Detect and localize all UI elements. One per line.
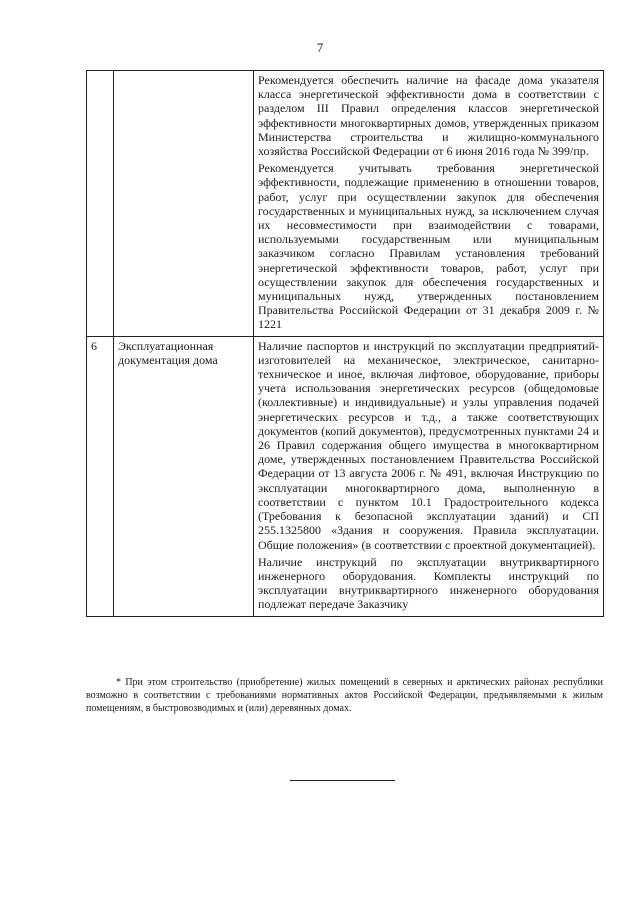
description-paragraph: Наличие паспортов и инструкций по эксплуатации предприятий-изготовителей на механическое, электрическое, санитарно-техническое и иное, включая лифтовое, оборудование, приборы учета использования энергетических ресурсов (общедомовые (коллективные) и индивидуальные) и узлы управления подачей энергетических ресурсов и т.д., а также соответствующих документов (копий документов), предусмотренных пунктами 24 и 26 Правил содержания общего имущества в многоквартирном доме, утвержденных постановлением Правительства Российской Федерации от 13 августа 2006 г. № 491, включая Инструкцию по эксплуатации многоквартирного дома, выполненную в соответствии с пунктом 10.1 Градостроительного кодекса (Требования к безопасной эксплуатации зданий) и СП 255.1325800 «Здания и сооружения. Правила эксплуатации. Общие положения» (в соответствии с проектной документацией). <box>258 338 599 552</box>
description-paragraph: Рекомендуется обеспечить наличие на фасаде дома указателя класса энергетической эффективности дома в соответствии с разделом III Правил определения классов энергетической эффективности многоквартирных домов, утвержденных приказом Министерства строительства и жилищно-коммунального хозяйства Российской Федерации от 6 июня 2016 года № 399/пр. <box>258 73 599 159</box>
table-row <box>87 336 604 616</box>
page-number: 7 <box>316 40 324 55</box>
row-description-cell <box>254 336 604 616</box>
row-name-cell <box>114 71 254 337</box>
row-number-cell <box>87 71 114 337</box>
row-number-cell: 6 <box>87 336 114 616</box>
description-paragraph: Наличие инструкций по эксплуатации внутриквартирного инженерного оборудования. Комплекты инструкций по эксплуатации внутриквартирного инженерного оборудования подлежат передаче Заказчику <box>258 554 599 612</box>
footnote <box>86 676 603 715</box>
description-paragraph: Рекомендуется учитывать требования энергетической эффективности, подлежащие применению в отношении товаров, работ, услуг при осуществлении закупок для обеспечения государственных и муниципальных нужд, за исключением случая их несовместимости при взаимодействии с товарами, используемыми государственным или муниципальным заказчиком согласно Правилам установления требований энергетической эффективности товаров, работ, услуг при осуществлении закупок для обеспечения государственных и муниципальных нужд, утвержденных постановлением Правительства Российской Федерации от 31 декабря 2009 г. № 1221 <box>258 161 599 332</box>
row-name-cell: Эксплуатационная документация дома <box>114 336 254 616</box>
row-description-cell <box>254 71 604 337</box>
requirements-table <box>86 70 604 617</box>
footnote-text: * При этом строительство (приобретение) жилых помещений в северных и арктических районах республики возможно в соответствии с требованиями нормативных актов Российской Федерации, предъявляемыми к жилым помещениям, в быстровозводимых и (или) деревянных домах. <box>86 677 603 714</box>
bottom-divider <box>290 780 395 781</box>
table-row <box>87 71 604 337</box>
